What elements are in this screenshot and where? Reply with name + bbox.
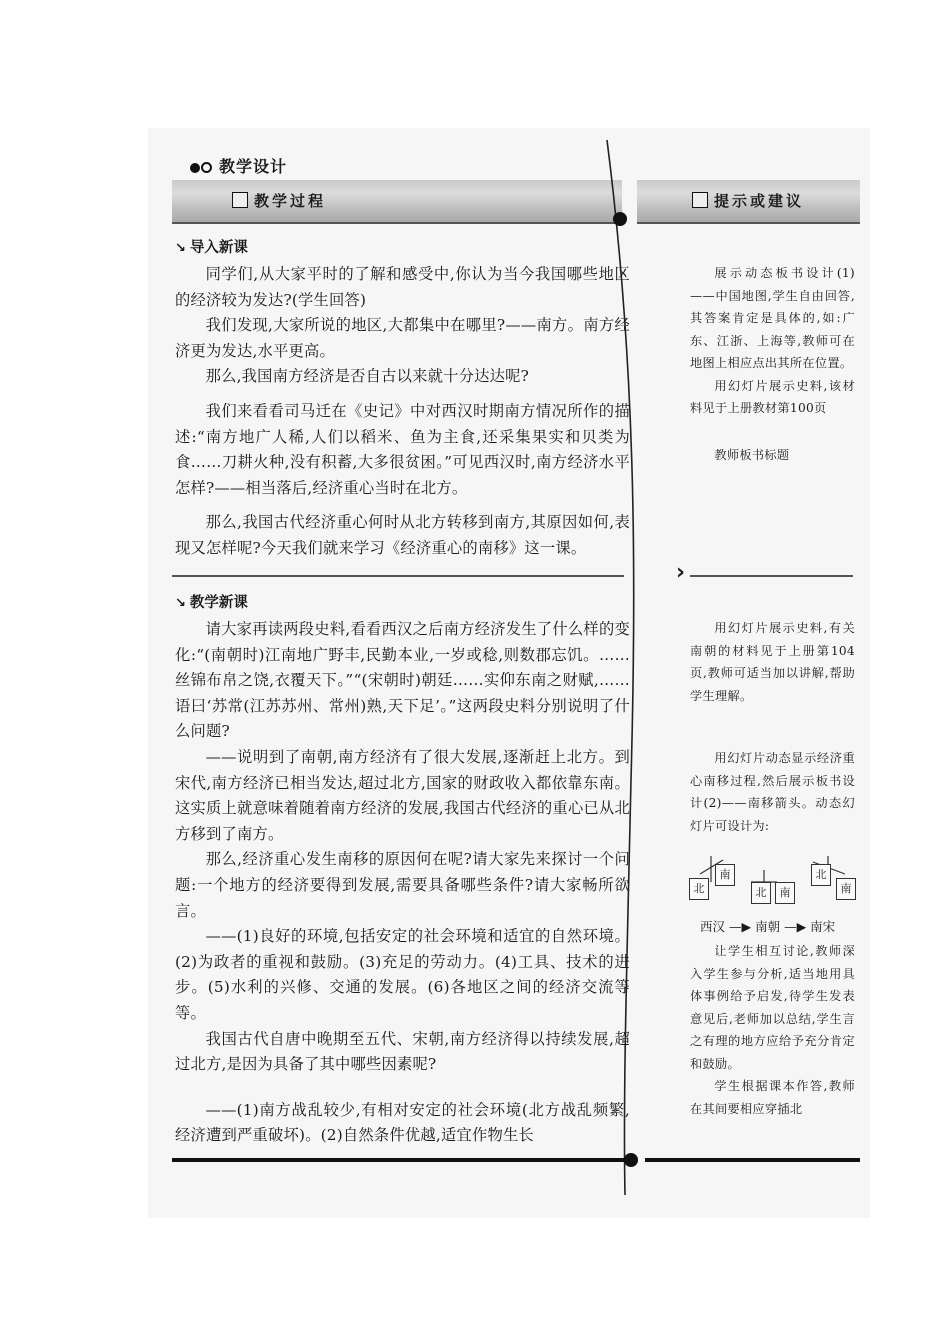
bottom-rule-left	[172, 1158, 627, 1162]
column-band-process	[172, 180, 622, 222]
checkbox-icon	[232, 192, 248, 208]
side-notes-lesson	[690, 617, 855, 837]
south-box: 南	[715, 864, 735, 886]
band-label-tips: 提示或建议	[714, 192, 805, 210]
divider-dot-bottom	[624, 1153, 638, 1167]
column-band-tips	[637, 180, 860, 222]
band-underline-left	[172, 222, 622, 224]
paragraph: 那么,我国南方经济是否自古以来就十分达达呢?	[205, 367, 529, 386]
south-box: 南	[836, 878, 856, 900]
side-note: 用幻灯片展示史料,该材料见于上册教材第100页	[690, 378, 855, 415]
band-underline-right	[637, 222, 860, 224]
side-note: 教师板书标题	[714, 447, 790, 462]
intro-text	[175, 262, 630, 562]
section-header	[190, 154, 287, 177]
side-notes-intro	[690, 262, 855, 466]
north-box: 北	[811, 864, 831, 886]
side-note: 展示动态板书设计(1)——中国地图,学生自由回答,其答案肯定是具体的,如:广东、江浙、上海等,教师可在地图上相应点出其所在位置。	[690, 266, 855, 370]
side-notes-discussion	[690, 940, 855, 1120]
band-label-process: 教学过程	[254, 192, 327, 210]
paragraph: 我们来看看司马迁在《史记》中对西汉时期南方情况所作的描述:“南方地广人稀,人们以稻米、鱼为主食,还采集果实和贝类为食……刀耕火种,没有积蓄,大多很贫困。”可见西汉时,南方经济水平怎样?——相当落后,经济重心当时在北方。	[175, 401, 630, 497]
paragraph: ——说明到了南朝,南方经济有了很大发展,逐渐赶上北方。到宋代,南方经济已相当发达,超过北方,国家的财政收入都依靠东南。这实质上就意味着随着南方经济的发展,我国古代经济的重心已从北方移到了南方。	[175, 747, 630, 843]
side-note: 用幻灯片动态显示经济重心南移过程,然后展示板书设计(2)——南移箭头。动态幻灯片可设计为:	[690, 751, 855, 833]
paragraph: 请大家再读两段史料,看看西汉之后南方经济发生了什么样的变化:“(南朝时)江南地广野丰,民勤本业,一岁或稔,则数郡忘饥。……丝锦布帛之饶,衣覆天下。”“(宋朝时)朝廷……实仰东南之财赋,……语曰‘苏常(江苏苏州、常州)熟,天下足’。”这两段史料分别说明了什么问题?	[175, 620, 630, 741]
bottom-rule-right	[645, 1158, 860, 1162]
paragraph: 那么,我国古代经济重心何时从北方转移到南方,其原因如何,表现又怎样呢?今天我们就来学习《经济重心的南移》这一课。	[175, 513, 630, 557]
arrow-down-right-icon: ↘	[175, 596, 186, 611]
section-lesson-heading: ↘ 教学新课	[175, 595, 248, 611]
side-note: 让学生相互讨论,教师深入学生参与分析,适当地用具体事例给予启发,待学生发表意见后,老师加以总结,学生言之有理的地方应给予充分肯定和鼓励。	[690, 944, 855, 1071]
header-title: 教学设计	[219, 157, 288, 176]
ring-dot-icon	[201, 162, 212, 173]
north-box: 北	[751, 882, 771, 904]
section-separator-left	[172, 575, 624, 577]
diagram-timeline: 西汉 —▶ 南朝 —▶ 南宋	[700, 919, 836, 934]
paragraph: ——(1)良好的环境,包括安定的社会环境和适宜的自然环境。(2)为政者的重视和鼓励。(3)充足的劳动力。(4)工具、技术的进步。(5)水利的兴修、交通的发展。(6)各地区之间的经济交流等等。	[175, 927, 630, 1022]
paragraph: 我国古代自唐中晚期至五代、宋朝,南方经济得以持续发展,超过北方,是因为具备了其中哪些因素呢?	[175, 1029, 630, 1074]
paragraph: 我们发现,大家所说的地区,大都集中在哪里?——南方。南方经济更为发达,水平更高。	[175, 316, 630, 360]
side-note: 学生根据课本作答,教师在其间要相应穿插北	[690, 1079, 855, 1116]
paragraph: 同学们,从大家平时的了解和感受中,你认为当今我国哪些地区的经济较为发达?(学生回答)	[175, 265, 630, 309]
lesson-text	[175, 617, 630, 1149]
chevron-right-icon: ›	[676, 560, 686, 585]
arrow-right-icon: —▶	[725, 919, 756, 934]
north-box: 北	[689, 878, 709, 900]
section-separator-right	[690, 575, 853, 577]
south-box: 南	[775, 882, 795, 904]
filled-dot-icon	[190, 163, 200, 173]
arrow-right-icon: —▶	[780, 919, 811, 934]
divider-dot-top	[613, 212, 627, 226]
arrow-down-right-icon: ↘	[175, 241, 186, 256]
paragraph: ——(1)南方战乱较少,有相对安定的社会环境(北方战乱频繁,经济遭到严重破坏)。(2)自然条件优越,适宜作物生长	[175, 1100, 630, 1145]
paragraph: 那么,经济重心发生南移的原因何在呢?请大家先来探讨一个问题:一个地方的经济要得到发展,需要具备哪些条件?请大家畅所欲言。	[175, 850, 630, 920]
side-note: 用幻灯片展示史料,有关南朝的材料见于上册第104页,教师可适当加以讲解,帮助学生理解。	[690, 621, 855, 703]
checkbox-icon	[692, 192, 708, 208]
section-intro-heading: ↘ 导入新课	[175, 240, 248, 256]
